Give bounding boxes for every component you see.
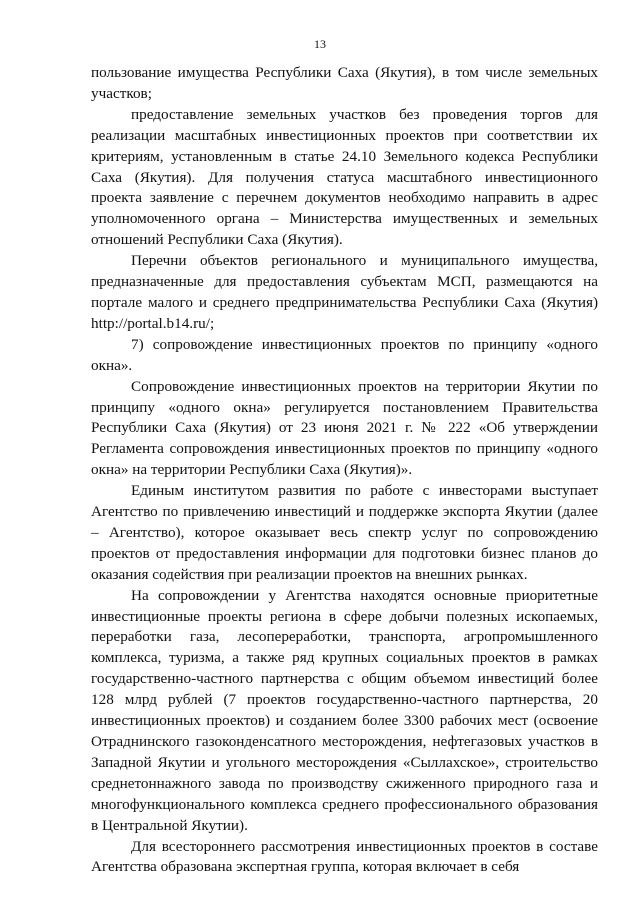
paragraph-priority-projects: На сопровождении у Агентства находятся основные приоритетные инвестиционные проекты региона в сфере добычи полезных ископаемых, переработки газа, лесопереработки, транспорта, агропромышленного комплекса, туризма, а также ряд крупных социальных проектов в рамках государственно-частного партнерства с общим объемом инвестиций более 128 млрд рублей (7 проектов государственно-частного партнерства, 20 инвестиционных проектов) и созданием более 3300 рабочих мест (освоение Отраднинского газоконденсатного месторождения, нефтегазовых участков в Западной Якутии и угольного месторождения «Сыллахское», строительство среднетоннажного завода по производству сжиженного природного газа и многофункционального комплекса среднего профессионального образования в Центральной Якутии). [91,586,598,834]
document-body [91,63,598,878]
paragraph-continuation: пользование имущества Республики Саха (Якутия), в том числе земельных участков; [91,64,598,102]
paragraph-item-7: 7) сопровождение инвестиционных проектов по принципу «одного окна». [91,335,598,374]
paragraph-property-lists: Перечни объектов регионального и муниципального имущества, предназначенные для предоставления субъектам МСП, размещаются на портале малого и среднего предпринимательства Республики Саха (Якутия) http://portal.b14.ru/; [91,252,598,332]
paragraph-land-provision: предоставление земельных участков без проведения торгов для реализации масштабных инвестиционных проектов при соответствии их критериям, установленным в статье 24.10 Земельного кодекса Республики Саха (Якутия). Для получения статуса масштабного инвестиционного проекта заявление с перечнем документов необходимо направить в адрес уполномоченного органа – Министерства имущественных и земельных отношений Республики Саха (Якутия). [91,105,598,249]
paragraph-agency: Единым институтом развития по работе с инвесторами выступает Агентство по привлечению инвестиций и поддержке экспорта Якутии (далее – Агентство), которое оказывает весь спектр услуг по сопровождению проектов от предоставления информации для подготовки бизнес планов до оказания содействия при реализации проектов на внешних рынках. [91,482,598,583]
paragraph-expert-group: Для всестороннего рассмотрения инвестиционных проектов в составе Агентства образована экспертная группа, которая включает в себя [91,837,598,876]
paragraph-one-window-regulation: Сопровождение инвестиционных проектов на территории Якутии по принципу «одного окна» регулируется постановлением Правительства Республики Саха (Якутия) от 23 июня 2021 г. № 222 «Об утверждении Регламента сопровождения инвестиционных проектов по принципу «одного окна» на территории Республики Саха (Якутия)». [91,377,598,479]
page-number: 13 [314,37,326,51]
